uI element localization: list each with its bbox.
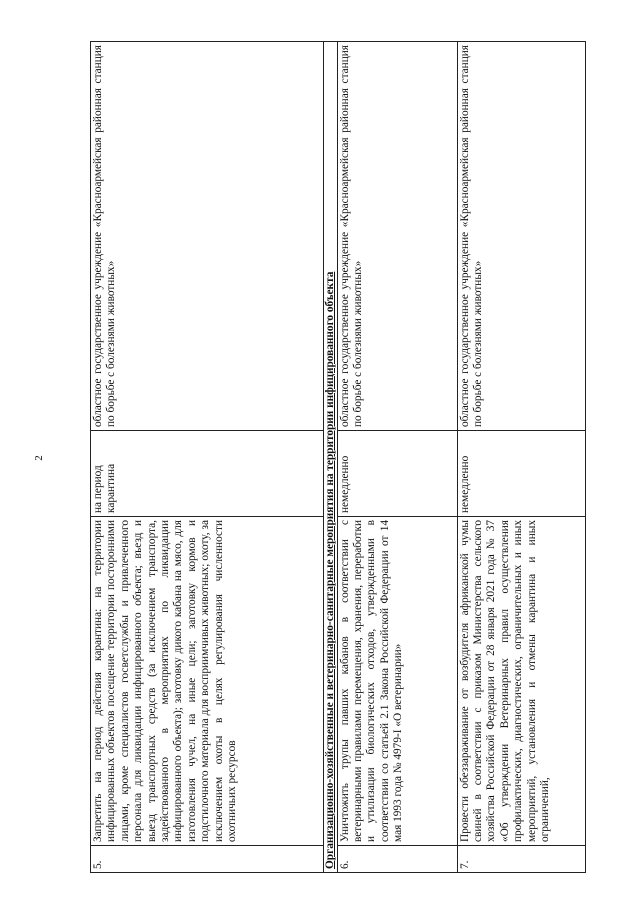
row-term: немедленно bbox=[457, 431, 586, 517]
rotated-table-container bbox=[90, 41, 586, 873]
page-number: 2 bbox=[32, 455, 45, 461]
section-title: Организационно-хозяйственные и ветеринарно-санитарные мероприятия на территории инфицированного объекта bbox=[324, 42, 338, 873]
row-action: Уничтожить трупы павших кабанов в соответствии с ветеринарными правилами перемещения, хранения, переработки и утилизации биологических отходов, утвержденными в соответствии со статьей 2.1 Закона Российской Федерации от 14 мая 1993 года № 4979-I «О ветеринарии» bbox=[337, 517, 457, 846]
measures-table bbox=[90, 41, 586, 873]
row-action: Запретить на период действия карантина: на территории инфицированных объектов посещение территории посторонними лицами, кроме специалистов госветслужбы и привлеченного персонала для ликвидации инфицированного объекта; въезд и выезд транспортных средств (за исключением транспорта, задействованного в мероприятиях по ликвидации инфицированного объекта); заготовку дикого кабана на мясо, для изготовления чучел, на иные цели; заготовку кормов и подстилочного материала для восприимчивых животных; охоту, за исключением охоты в целях регулирования численности охотничьих ресурсов bbox=[91, 517, 324, 846]
table-row bbox=[457, 42, 586, 873]
row-number: 6. bbox=[337, 846, 457, 873]
table-row bbox=[91, 42, 324, 873]
row-responsible: областное государственное учреждение «Красноармейская районная станция по борьбе с болезнями животных» bbox=[337, 42, 457, 431]
row-term: на период карантина bbox=[91, 431, 324, 517]
row-number: 5. bbox=[91, 846, 324, 873]
row-term: немедленно bbox=[337, 431, 457, 517]
section-row bbox=[324, 42, 338, 873]
row-action: Провести обеззараживание от возбудителя африканской чумы свиней в соответствии с приказом Министерства сельского хозяйства Российской Федерации от 28 января 2021 года № 37 «Об утверждении Ветеринарных правил осуществления профилактических, диагностических, ограничительных и иных мероприятий, установления и отмены карантина и иных ограничений, bbox=[457, 517, 586, 846]
row-responsible: областное государственное учреждение «Красноармейская районная станция по борьбе с болезнями животных» bbox=[457, 42, 586, 431]
row-number: 7. bbox=[457, 846, 586, 873]
table-row bbox=[337, 42, 457, 873]
row-responsible: областное государственное учреждение «Красноармейская районная станция по борьбе с болезнями животных» bbox=[91, 42, 324, 431]
